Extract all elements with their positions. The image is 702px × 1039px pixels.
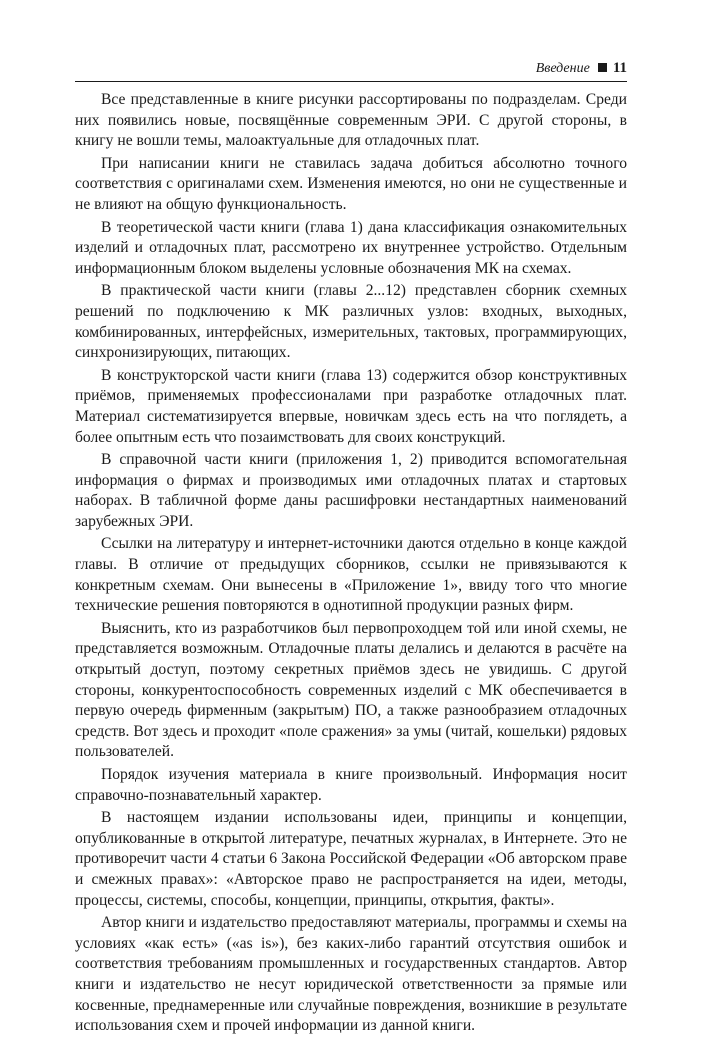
paragraph: Все представленные в книге рисунки рассортированы по подразделам. Среди них появились новые, посвящённые современным ЭРИ. С другой стороны, в книгу не вошли темы, малоактуальные для отладочных плат. xyxy=(75,91,627,150)
paragraph: В настоящем издании использованы идеи, принципы и концепции, опубликованные в открытой литературе, печатных журналах, в Интернете. Это не противоречит части 4 статьи 6 Закона Российской Федерации «Об авторском праве и смежных правах»: «Авторское право не распространяется на идеи, методы, процессы, системы, способы, концепции, принципы, открытия, факты». xyxy=(75,809,627,909)
square-bullet-icon xyxy=(598,63,607,72)
page-number: 11 xyxy=(612,60,627,76)
section-title: Введение xyxy=(535,61,590,76)
paragraph: В конструкторской части книги (глава 13) содержится обзор конструктивных приёмов, применяемых профессионалами при разработке отладочных плат. Материал систематизируется впервые, новичкам здесь есть на что поглядеть, а более опытным есть что позаимствовать для своих конструкций. xyxy=(75,366,627,446)
paragraph: При написании книги не ставилась задача добиться абсолютно точного соответствия с оригиналами схем. Изменения имеются, но они не существенные и не влияют на общую функциональность. xyxy=(75,154,627,213)
paragraph: Автор книги и издательство предоставляют материалы, программы и схемы на условиях «как есть» («as is»), без каких-либо гарантий отсутствия ошибок и соответствия требованиям промышленных и государственных стандартов. Автор книги и издательство не несут юридической ответственности за прямые или косвенные, преднамеренные или случайные повреждения, возникшие в результате использования схем и прочей информации из данной книги. xyxy=(75,914,627,1035)
paragraph: В практической части книги (главы 2...12) представлен сборник схемных решений по подключению к МК различных узлов: входных, выходных, комбинированных, интерфейсных, измерительных, тактовых, программирующих, синхронизирующих, питающих. xyxy=(75,282,627,362)
paragraph: Ссылки на литературу и интернет-источники даются отдельно в конце каждой главы. В отличие от предыдущих сборников, ссылки не привязываются к конкретным схемам. Они вынесены в «Приложение 1», ввиду того что многие технические решения повторяются в однотипной продукции разных фирм. xyxy=(75,535,627,615)
header-rule xyxy=(75,81,627,82)
paragraph: Выяснить, кто из разработчиков был первопроходцем той или иной схемы, не представляется возможным. Отладочные платы делались и делаются в расчёте на открытый доступ, поэтому секретных приёмов здесь не увидишь. С другой стороны, конкурентоспособность современных изделий с МК обеспечивается в первую очередь фирменным (закрытым) ПО, а также разнообразием отладочных средств. Вот здесь и проходит «поле сражения» за умы (читай, кошельки) рядовых пользователей. xyxy=(75,619,627,761)
paragraph: Порядок изучения материала в книге произвольный. Информация носит справочно-познавательный характер. xyxy=(75,766,627,804)
paragraph: В справочной части книги (приложения 1, 2) приводится вспомогательная информация о фирмах и производимых ими отладочных платах и стартовых наборах. В табличной форме даны расшифровки нестандартных наименований зарубежных ЭРИ. xyxy=(75,451,627,530)
body-text xyxy=(75,90,627,1039)
paragraph: В теоретической части книги (глава 1) дана классификация ознакомительных изделий и отладочных плат, рассмотрено их внутреннее устройство. Отдельным информационным блоком выделены условные обозначения МК на схемах. xyxy=(75,218,627,277)
running-header xyxy=(75,58,627,78)
